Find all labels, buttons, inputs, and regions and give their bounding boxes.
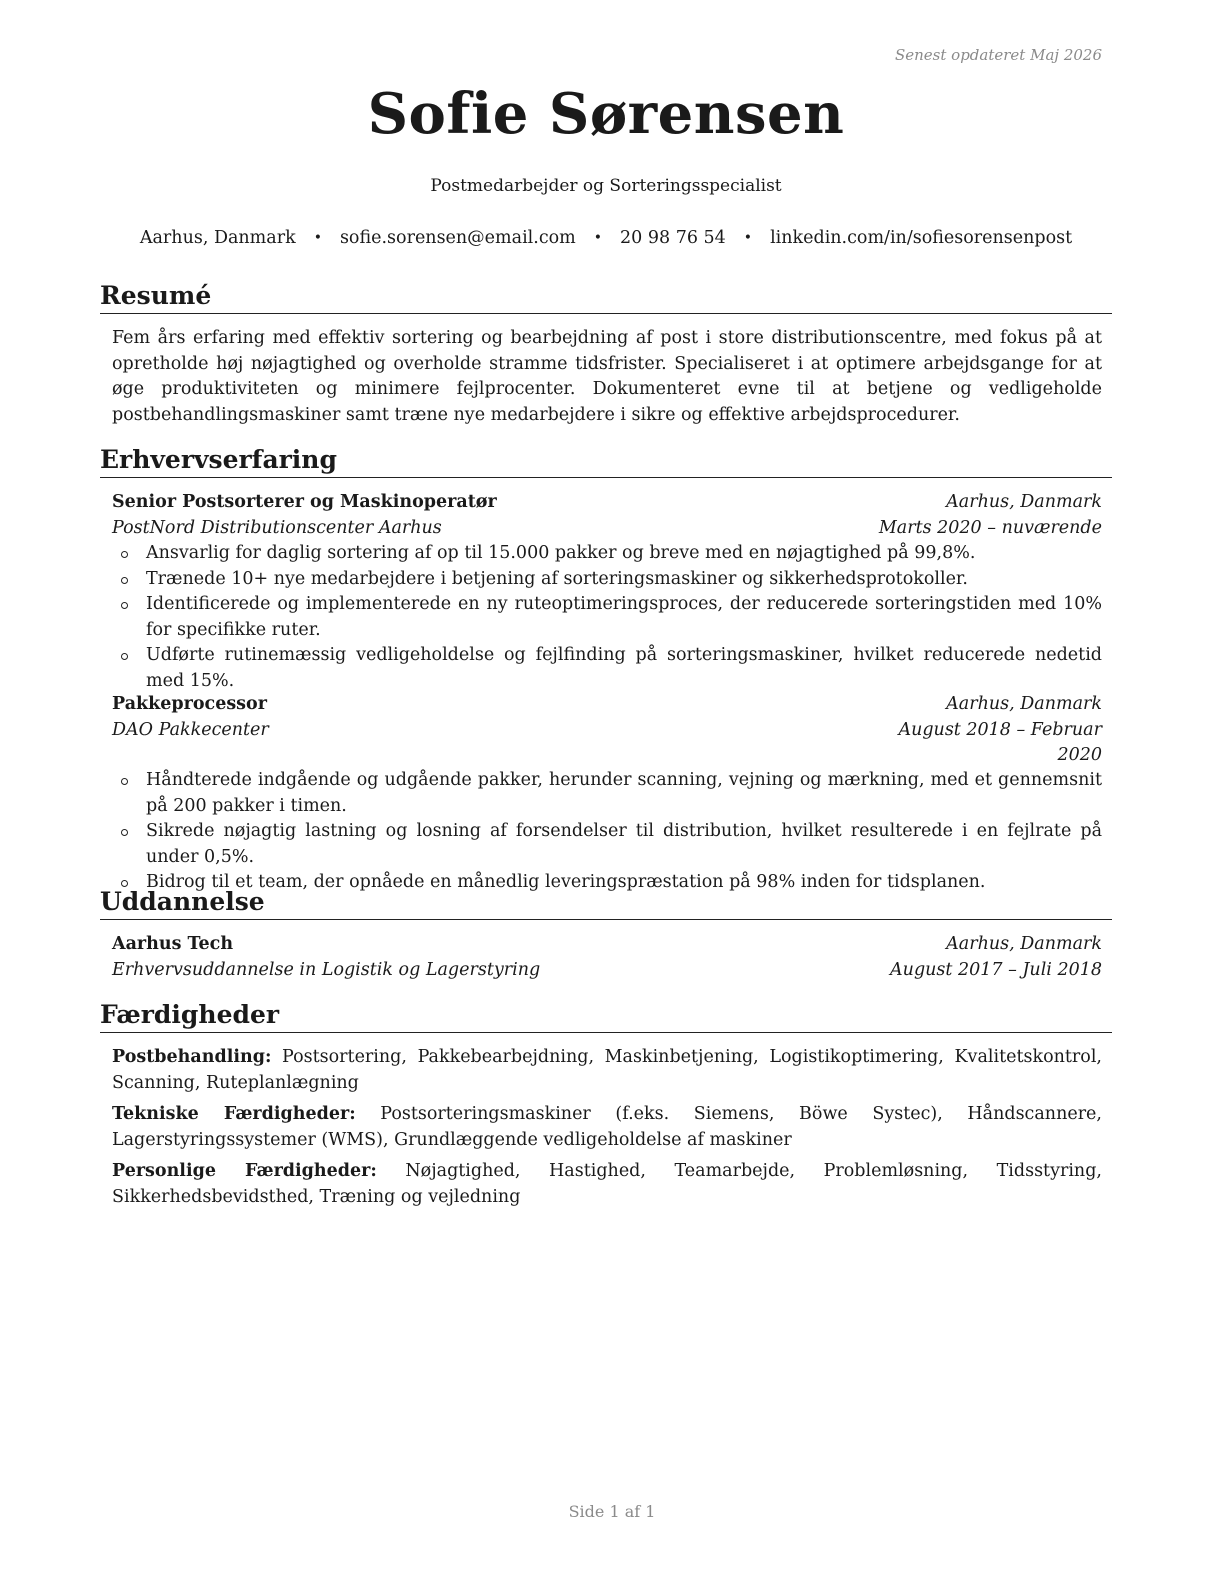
bullet-text: Udførte rutinemæssig vedligeholdelse og fejlfinding på sorteringsmaskiner, hvilket reducerede nedetid med 15%. <box>146 645 1102 691</box>
skill-group-tekniske <box>112 1102 1102 1153</box>
list-item <box>112 567 1102 593</box>
section-heading-experience: Erhvervserfaring <box>100 447 1112 478</box>
candidate-title: Postmedarbejder og Sorteringsspecialist <box>430 176 782 196</box>
contact-location: Aarhus, Danmark <box>139 228 296 248</box>
education-subheader <box>112 958 1102 984</box>
education-location: Aarhus, Danmark <box>946 934 1102 954</box>
page-number: Side 1 af 1 <box>568 1502 656 1521</box>
education-program: Erhvervsuddannelse in Logistik og Lagerstyring <box>112 959 541 980</box>
list-item <box>112 541 1102 567</box>
list-item <box>112 819 1102 870</box>
bullet-text: Ansvarlig for daglig sortering af op til 15.000 pakker og breve med en nøjagtighed på 99,8%. <box>146 543 976 563</box>
skill-items: Nøjagtighed, Hastighed, Teamarbejde, Problemløsning, Tidsstyring, Sikkerhedsbevidsthed, Træning og vejledning <box>112 1161 1102 1207</box>
bullet-text: Sikrede nøjagtig lastning og losning af forsendelser til distribution, hvilket resulterede i en fejlrate på under 0,5%. <box>146 821 1102 867</box>
contact-linkedin[interactable]: linkedin.com/in/sofiesorensenpost <box>770 228 1073 248</box>
separator-bullet: • <box>593 230 603 246</box>
job-role: Senior Postsorterer og Maskinoperatør <box>112 492 497 512</box>
list-item <box>112 592 1102 643</box>
job-company: DAO Pakkecenter <box>112 719 269 740</box>
circle-bullet-icon <box>121 653 128 660</box>
last-updated: Senest opdateret Maj 2026 <box>894 46 1102 64</box>
circle-bullet-icon <box>121 880 128 887</box>
job-1-subheader <box>112 516 1102 542</box>
candidate-name: Sofie Sørensen <box>367 81 845 147</box>
circle-bullet-icon <box>121 551 128 558</box>
job-2-header <box>112 692 1102 718</box>
contact-line <box>100 228 1112 248</box>
summary-text: Fem års erfaring med effektiv sortering og bearbejdning af post i store distributionscentre, med fokus på at opretholde høj nøjagtighed og overholde stramme tidsfrister. Specialiseret i at optimere arbejdsgange for at øge produktiviteten og minimere fejlprocenter. Dokumenteret evne til at betjene og vedligeholde postbehandlingsmaskiner samt træne nye medarbejdere i sikre og effektive arbejdsprocedurer. <box>112 328 1102 425</box>
bullet-text: Bidrog til et team, der opnåede en månedlig leveringspræstation på 98% inden for tidsplanen. <box>146 872 986 892</box>
job-2-bullets <box>112 768 1102 896</box>
skill-group-postbehandling <box>112 1045 1102 1096</box>
education-header <box>112 932 1102 958</box>
bullet-text: Håndterede indgående og udgående pakker, herunder scanning, vejning og mærkning, med et gennemsnit på 200 pakker i timen. <box>146 770 1102 816</box>
skill-group-personlige <box>112 1159 1102 1210</box>
job-role: Pakkeprocessor <box>112 694 267 714</box>
bullet-text: Identificerede og implementerede en ny ruteoptimeringsproces, der reducerede sorteringstiden med 10% for specifikke ruter. <box>146 594 1102 640</box>
section-heading-summary: Resumé <box>100 283 1112 314</box>
circle-bullet-icon <box>121 577 128 584</box>
bullet-text: Trænede 10+ nye medarbejdere i betjening af sorteringsmaskiner og sikkerhedsprotokoller. <box>146 568 968 589</box>
skill-category: Postbehandling: <box>112 1047 272 1067</box>
education-school: Aarhus Tech <box>112 934 234 954</box>
contact-email[interactable]: sofie.sorensen@email.com <box>339 228 576 248</box>
education-dates: August 2017 – Juli 2018 <box>890 959 1102 980</box>
job-location: Aarhus, Danmark <box>946 492 1102 512</box>
skill-items: Postsorteringsmaskiner (f.eks. Siemens, Böwe Systec), Håndscannere, Lagerstyringssystemer (WMS), Grundlæggende vedligeholdelse af maskiner <box>112 1104 1102 1150</box>
circle-bullet-icon <box>121 778 128 785</box>
circle-bullet-icon <box>121 829 128 836</box>
job-dates: August 2018 – Februar 2020 <box>898 719 1102 765</box>
job-dates: Marts 2020 – nuværende <box>878 517 1102 538</box>
job-company: PostNord Distributionscenter Aarhus <box>112 517 442 538</box>
skill-category: Personlige Færdigheder: <box>112 1161 377 1181</box>
skill-category: Tekniske Færdigheder: <box>112 1104 356 1124</box>
list-item <box>112 768 1102 819</box>
list-item <box>112 643 1102 694</box>
contact-phone: 20 98 76 54 <box>620 228 726 248</box>
resume-page <box>100 0 1112 1584</box>
job-1-header <box>112 490 1102 516</box>
skill-items: Postsortering, Pakkebearbejdning, Maskinbetjening, Logistikoptimering, Kvalitetskontrol, Scanning, Ruteplanlægning <box>112 1047 1102 1093</box>
job-location: Aarhus, Danmark <box>946 694 1102 714</box>
section-heading-skills: Færdigheder <box>100 1002 1112 1033</box>
separator-bullet: • <box>743 230 753 246</box>
separator-bullet: • <box>313 230 322 246</box>
circle-bullet-icon <box>121 602 128 609</box>
job-1-bullets <box>112 541 1102 694</box>
job-2-subheader <box>112 718 1102 769</box>
section-heading-education: Uddannelse <box>100 889 1112 920</box>
